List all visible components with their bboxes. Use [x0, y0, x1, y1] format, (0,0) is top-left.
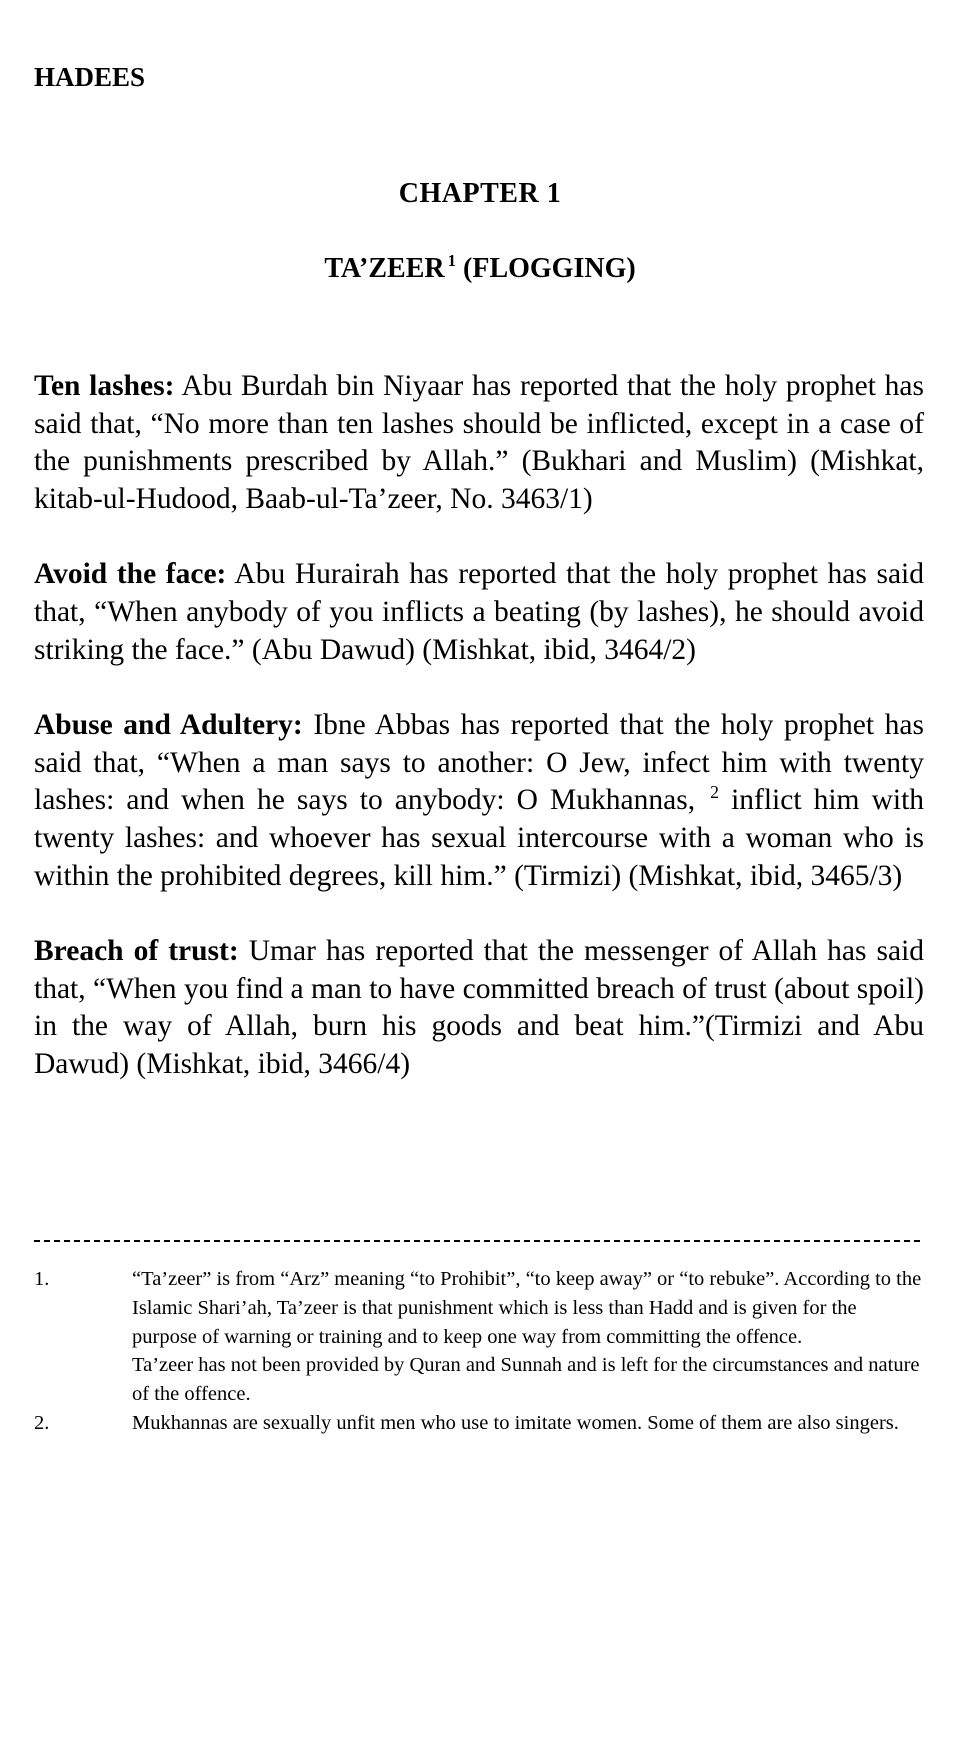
footnote-text: [132, 1409, 924, 1438]
chapter-title-subtitle: (FLOGGING): [463, 253, 636, 284]
paragraph-text: Abu Burdah bin Niyaar has reported that the holy prophet has said that, “No more than ten lashes should be inflicted, except in a case of the punishments prescribed by Allah.” (Bukhari and Muslim) (Mishkat, kitab-ul-Hudood, Baab-ul-Ta’zeer, No. 3463/1): [34, 370, 925, 515]
footnote-ref-2: 2: [710, 781, 719, 802]
hadith-paragraph: [34, 707, 924, 895]
footnote-line: Mukhannas are sexually unfit men who use to imitate women. Some of them are also singers.: [132, 1411, 899, 1434]
chapter-body: [34, 368, 924, 1122]
paragraph-text-continued: inflict him with twenty lashes: and whoever has sexual intercourse with a woman who is within the prohibited degrees, kill him.” (Tirmizi) (Mishkat, ibid, 3465/3): [34, 784, 925, 892]
paragraph-heading: Abuse and Adultery:: [34, 709, 303, 742]
chapter-label: CHAPTER 1: [398, 178, 562, 209]
footnotes: [34, 1265, 924, 1438]
footnote-item: [34, 1265, 924, 1409]
footnote-text: [132, 1265, 924, 1409]
paragraph-text: Abu Hurairah has reported that the holy prophet has said that, “When anybody of you inflicts a beating (by lashes), he should avoid striking the face.” (Abu Dawud) (Mishkat, ibid, 3464/2): [34, 558, 924, 666]
chapter-title-main: TA’ZEER: [324, 253, 445, 284]
hadith-paragraph: [34, 556, 924, 669]
paragraph-heading: Avoid the face:: [34, 558, 227, 591]
paragraph-heading: Breach of trust:: [34, 935, 239, 968]
footnote-divider: [34, 1240, 920, 1242]
footnote-ref-1: 1: [447, 251, 457, 271]
paragraph-text: Umar has reported that the messenger of Allah has said that, “When you find a man to have committed breach of trust (about spoil) in the way of Allah, burn his goods and beat him.”(Tirmizi and Abu Dawud) (Mishkat, ibid, 3466/4): [34, 935, 925, 1080]
footnote-number: 2.: [34, 1411, 50, 1434]
paragraph-text: Ibne Abbas has reported that the holy prophet has said that, “When a man says to another: O Jew, infect him with twenty lashes: and when he says to anybody: O Mukhannas,: [34, 709, 924, 817]
paragraph-heading: Ten lashes:: [34, 370, 175, 402]
footnote-line: “Ta’zeer” is from “Arz” meaning “to Prohibit”, “to keep away” or “to rebuke”. According to the Islamic Shari’ah, Ta’zeer is that punishment which is less than Hadd and is given for the purpose of warning or training and to keep one way from committing the offence.: [132, 1268, 922, 1348]
footnote-line: Ta’zeer has not been provided by Quran and Sunnah and is left for the circumstances and nature of the offence.: [132, 1354, 920, 1406]
footnote-item: [34, 1409, 924, 1438]
chapter-title: [0, 251, 960, 284]
hadith-paragraph: [34, 368, 924, 518]
section-heading: HADEES: [34, 62, 146, 92]
footnote-number: 1.: [34, 1268, 50, 1290]
hadith-paragraph: [34, 933, 924, 1083]
